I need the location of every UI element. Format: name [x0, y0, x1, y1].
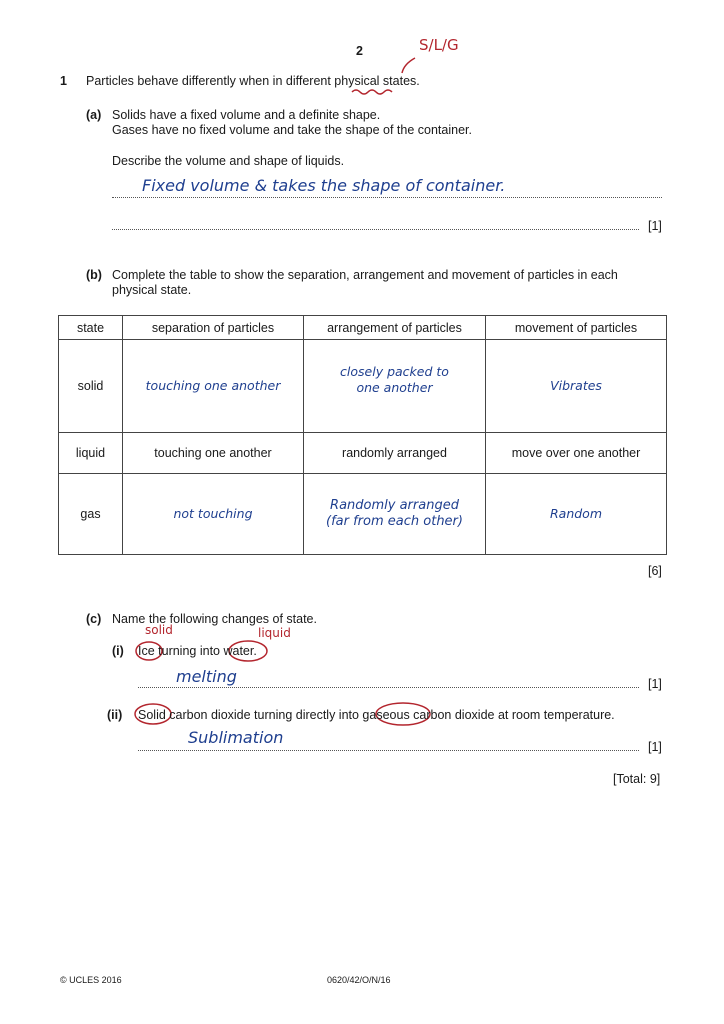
- answer-line: [138, 750, 639, 751]
- answer-line: [112, 197, 662, 198]
- part-a-answer: Fixed volume & takes the shape of container.: [142, 176, 506, 195]
- movement-cell: Vibrates: [486, 340, 667, 433]
- header-arrangement: arrangement of particles: [304, 316, 486, 340]
- part-cii-answer: Sublimation: [188, 728, 284, 747]
- arrangement-cell: randomly arranged: [304, 433, 486, 474]
- header-separation: separation of particles: [123, 316, 304, 340]
- arrangement-cell: closely packed to one another: [304, 340, 486, 433]
- answer-line: [112, 229, 639, 230]
- part-ci-mark: [1]: [648, 677, 662, 691]
- part-b-label: (b): [86, 268, 102, 282]
- annotation-pointer-line: [402, 58, 415, 73]
- separation-cell: not touching: [123, 474, 304, 555]
- part-ci-label: (i): [112, 644, 124, 658]
- annotation-liquid: liquid: [258, 626, 291, 640]
- part-cii-text: Solid carbon dioxide turning directly into gaseous carbon dioxide at room temperature.: [138, 708, 615, 722]
- part-a-prompt: Describe the volume and shape of liquids.: [112, 154, 345, 168]
- part-b-mark: [6]: [648, 564, 662, 578]
- separation-cell: touching one another: [123, 433, 304, 474]
- part-ci-text: Ice turning into water.: [138, 644, 257, 658]
- state-cell: solid: [59, 340, 123, 433]
- total-marks: [Total: 9]: [613, 772, 661, 786]
- footer-copyright: © UCLES 2016: [60, 975, 122, 985]
- part-cii-label: (ii): [107, 708, 123, 722]
- part-b-prompt-line2: physical state.: [112, 283, 192, 297]
- table-row: [59, 433, 667, 474]
- movement-cell: move over one another: [486, 433, 667, 474]
- table-row: [59, 474, 667, 555]
- question-stem: Particles behave differently when in different physical states.: [86, 74, 420, 88]
- table-header-row: [59, 316, 667, 340]
- part-a-label: (a): [86, 108, 102, 122]
- header-state: state: [59, 316, 123, 340]
- movement-cell: Random: [486, 474, 667, 555]
- part-c-label: (c): [86, 612, 102, 626]
- part-a-mark: [1]: [648, 219, 662, 233]
- page-number: 2: [356, 44, 363, 58]
- squiggle-underline: [352, 90, 392, 94]
- separation-cell: touching one another: [123, 340, 304, 433]
- state-cell: gas: [59, 474, 123, 555]
- part-a-line1: Solids have a fixed volume and a definite shape.: [112, 108, 381, 122]
- part-ci-answer: melting: [176, 667, 237, 686]
- part-c-prompt: Name the following changes of state.: [112, 612, 317, 626]
- question-number: 1: [60, 74, 67, 88]
- header-annotation: S/L/G: [419, 36, 459, 54]
- states-table: [58, 315, 667, 555]
- annotation-solid: solid: [145, 623, 173, 637]
- answer-line: [138, 687, 639, 688]
- table-row: [59, 340, 667, 433]
- part-cii-mark: [1]: [648, 740, 662, 754]
- state-cell: liquid: [59, 433, 123, 474]
- part-a-line2: Gases have no fixed volume and take the shape of the container.: [112, 123, 472, 137]
- arrangement-cell: Randomly arranged (far from each other): [304, 474, 486, 555]
- header-movement: movement of particles: [486, 316, 667, 340]
- part-b-prompt-line1: Complete the table to show the separation, arrangement and movement of particles in each: [112, 268, 618, 282]
- footer-code: 0620/42/O/N/16: [327, 975, 391, 985]
